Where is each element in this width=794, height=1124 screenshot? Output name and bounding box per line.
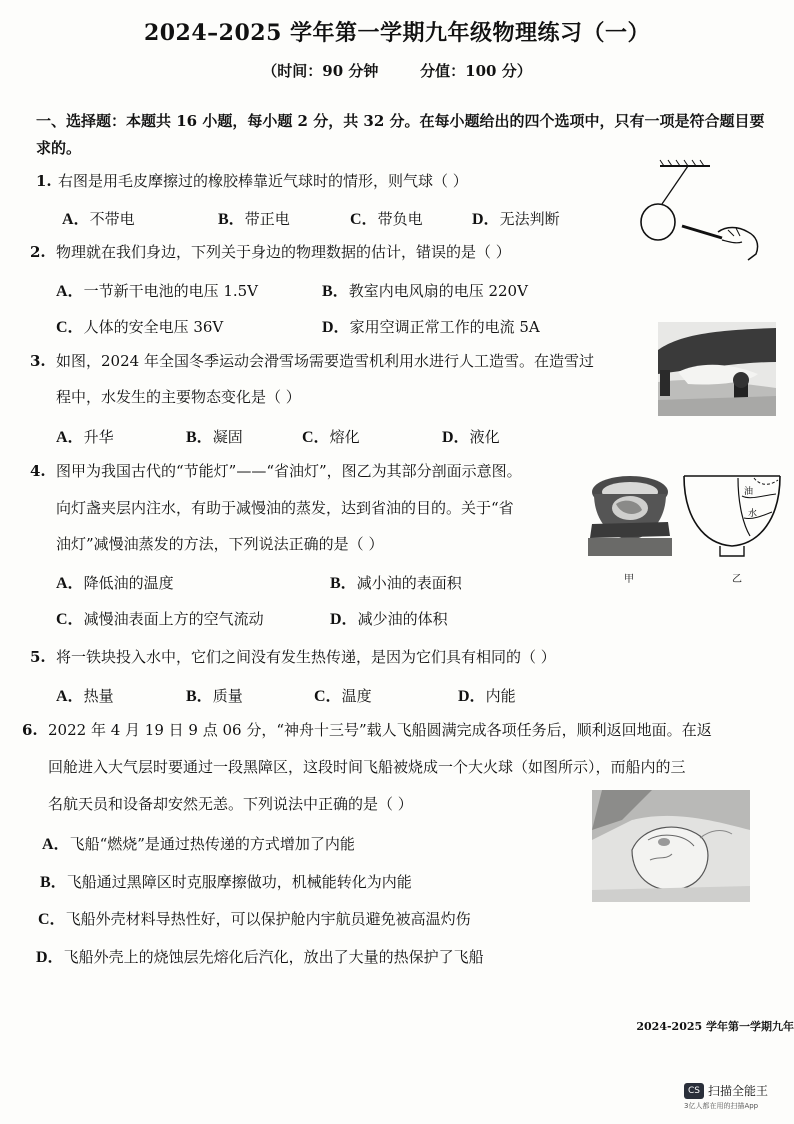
- question-2: [30, 241, 511, 262]
- q2-option-c: C．人体的安全电压 36V: [56, 318, 224, 336]
- q4-option-b: B．减小油的表面积: [330, 574, 462, 592]
- question-number: 2.: [30, 243, 46, 261]
- question-stem: 图甲为我国古代的“节能灯”——“省油灯”，图乙为其部分剖面示意图。: [56, 462, 522, 480]
- lamp-cross-section-diagram: [680, 466, 784, 562]
- q6-option-c: C．飞船外壳材料导热性好，可以保护舱内宇航员避免被高温灼伤: [38, 910, 471, 928]
- q6-option-b: B．飞船通过黑障区时克服摩擦做功，机械能转化为内能: [40, 873, 412, 891]
- question-stem: 将一铁块投入水中，它们之间没有发生热传递，是因为它们具有相同的（ ）: [56, 648, 556, 666]
- exam-info: （时间：90 分钟 分值：100 分）: [262, 62, 532, 80]
- q3-option-a: A．升华: [56, 428, 114, 446]
- q1-option-a: A．不带电: [62, 210, 135, 228]
- question-number: 6.: [22, 721, 38, 739]
- question-5: [30, 646, 556, 667]
- question-1: [36, 170, 468, 191]
- question-stem: 物理就在我们身边，下列关于身边的物理数据的估计，错误的是（ ）: [56, 243, 511, 261]
- question-stem: 2022 年 4 月 19 日 9 点 06 分，“神舟十三号”载人飞船圆满完成各项任务后，顺利返回地面。在返: [48, 721, 712, 739]
- scanner-logo-icon: CS: [684, 1083, 704, 1099]
- q3-option-d: D．液化: [442, 428, 500, 446]
- q1-option-c: C．带负电: [350, 210, 423, 228]
- question-stem: 右图是用毛皮摩擦过的橡胶棒靠近气球时的情形，则气球（ ）: [58, 172, 468, 190]
- question-stem: 如图，2024 年全国冬季运动会滑雪场需要造雪机利用水进行人工造雪。在造雪过: [56, 352, 594, 370]
- question-4-line-2: 向灯盏夹层内注水，有助于减慢油的蒸发，达到省油的目的。关于“省: [56, 499, 514, 517]
- q2-option-d: D．家用空调正常工作的电流 5A: [322, 318, 540, 336]
- question-6: [22, 719, 712, 740]
- q4-option-c: C．减慢油表面上方的空气流动: [56, 610, 264, 628]
- question-3-continued: 程中，水发生的主要物态变化是（ ）: [56, 388, 301, 406]
- lamp-label-jia: 甲: [624, 574, 634, 585]
- q3-option-c: C．熔化: [302, 428, 360, 446]
- lamp-label-yi: 乙: [732, 574, 742, 585]
- question-number: 5.: [30, 648, 46, 666]
- q2-option-b: B．教室内电风扇的电压 220V: [322, 282, 528, 300]
- q5-option-a: A．热量: [56, 687, 114, 705]
- q6-option-d: D．飞船外壳上的烧蚀层先熔化后汽化，放出了大量的热保护了飞船: [36, 948, 484, 966]
- oil-label: 油: [744, 487, 754, 497]
- q1-option-d: D．无法判断: [472, 210, 560, 228]
- question-6-line-3: 名航天员和设备却安然无恙。下列说法中正确的是（ ）: [48, 795, 413, 813]
- question-6-line-2: 回舱进入大气层时要通过一段黑障区，这段时间飞船被烧成一个大火球（如图所示），而船内的三: [48, 758, 686, 776]
- q3-option-b: B．凝固: [186, 428, 243, 446]
- scanner-tagline: 3亿人都在用的扫描App: [684, 1102, 759, 1110]
- question-3: [30, 350, 594, 371]
- snow-machine-photo: [658, 322, 776, 416]
- q6-option-a: A．飞船“燃烧”是通过热传递的方式增加了内能: [42, 835, 355, 853]
- q5-option-d: D．内能: [458, 687, 516, 705]
- question-4-line-3: 油灯”减慢油蒸发的方法，下列说法正确的是（ ）: [56, 535, 384, 553]
- q4-option-d: D．减少油的体积: [330, 610, 448, 628]
- question-number: 1.: [36, 172, 52, 190]
- q5-option-b: B．质量: [186, 687, 243, 705]
- q5-option-c: C．温度: [314, 687, 372, 705]
- q4-option-a: A．降低油的温度: [56, 574, 174, 592]
- question-number: 4.: [30, 462, 46, 480]
- question-4: [30, 460, 522, 481]
- spacecraft-fireball-photo: [592, 790, 750, 902]
- water-label: 水: [748, 509, 758, 519]
- q2-option-a: A．一节新干电池的电压 1.5V: [56, 282, 259, 300]
- oil-lamp-photo: [588, 464, 672, 556]
- page-title: 2024–2025 学年第一学期九年级物理练习（一）: [143, 20, 651, 46]
- section-heading: 一、选择题：本题共 16 小题，每小题 2 分，共 32 分。在每小题给出的四个选项中，只有一项是符合题目要求的。: [36, 112, 765, 157]
- q1-option-b: B．带正电: [218, 210, 290, 228]
- scanner-watermark: [684, 1080, 768, 1111]
- scanner-app-name: 扫描全能王: [708, 1084, 769, 1098]
- running-footer: 2024-2025 学年第一学期九年: [636, 1020, 794, 1033]
- balloon-rod-figure: [630, 156, 770, 268]
- question-number: 3.: [30, 352, 46, 370]
